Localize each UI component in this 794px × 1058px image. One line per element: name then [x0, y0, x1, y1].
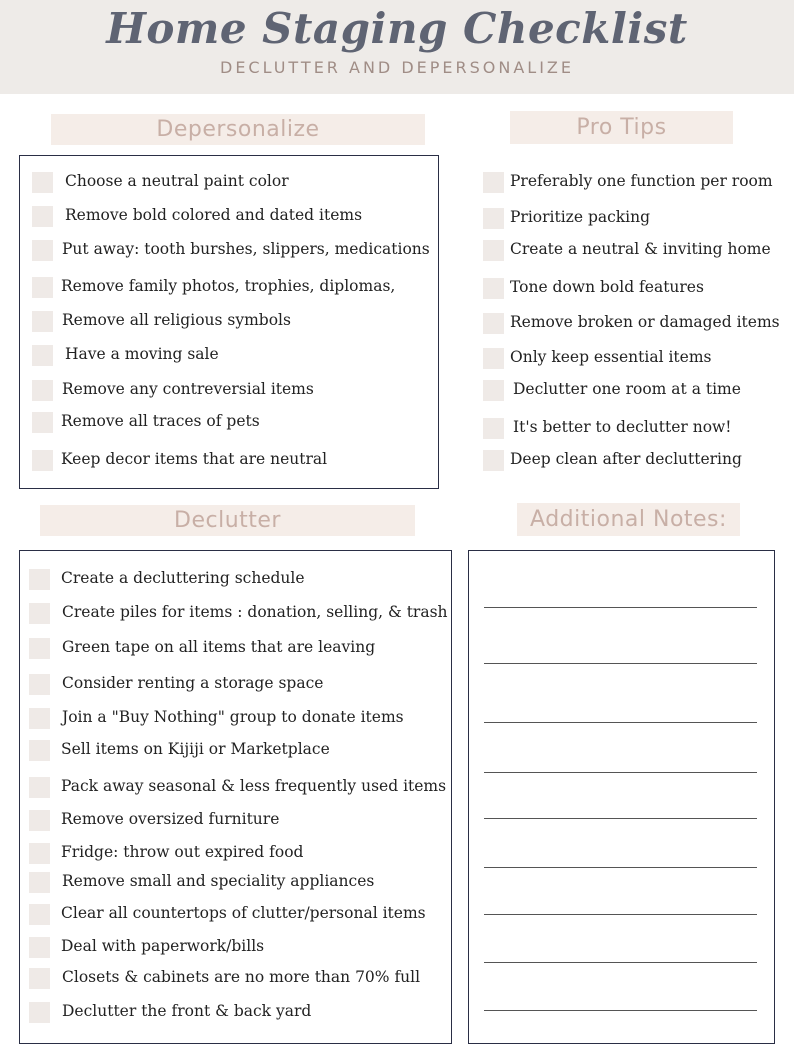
depersonalize-heading: Depersonalize — [51, 114, 425, 145]
checklist-item-label: Create a decluttering schedule — [61, 569, 305, 587]
page-title: Home Staging Checklist — [106, 4, 688, 53]
checkbox[interactable] — [29, 638, 50, 659]
checkbox[interactable] — [483, 313, 504, 334]
checkbox[interactable] — [483, 380, 504, 401]
checkbox[interactable] — [29, 843, 50, 864]
note-line[interactable] — [484, 772, 757, 773]
page-subtitle: DECLUTTER AND DEPERSONALIZE — [220, 58, 574, 77]
checkbox[interactable] — [29, 740, 50, 761]
checklist-item-label: Join a "Buy Nothing" group to donate items — [62, 708, 404, 726]
note-line[interactable] — [484, 818, 757, 819]
checklist-item-label: Remove family photos, trophies, diplomas, — [61, 277, 396, 295]
checkbox[interactable] — [32, 172, 53, 193]
checklist-item-label: Prioritize packing — [510, 208, 651, 226]
checklist-item-label: Declutter one room at a time — [513, 380, 741, 398]
checkbox[interactable] — [29, 904, 50, 925]
checklist-item-label: Choose a neutral paint color — [65, 172, 289, 190]
header-banner — [0, 0, 794, 94]
note-line[interactable] — [484, 962, 757, 963]
checkbox[interactable] — [32, 412, 53, 433]
notes-heading: Additional Notes: — [517, 503, 740, 536]
checklist-item-label: Remove broken or damaged items — [510, 313, 780, 331]
checkbox[interactable] — [32, 240, 53, 261]
checklist-item-label: Closets & cabinets are no more than 70% full — [62, 968, 421, 986]
checklist-item-label: Remove bold colored and dated items — [65, 206, 363, 224]
checklist-item-label: Deep clean after decluttering — [510, 450, 742, 468]
checklist-item-label: Have a moving sale — [65, 345, 219, 363]
checkbox[interactable] — [483, 172, 504, 193]
checklist-item-label: Only keep essential items — [510, 348, 712, 366]
checkbox[interactable] — [29, 1002, 50, 1023]
checklist-item-label: Clear all countertops of clutter/personal items — [61, 904, 426, 922]
checklist-item-label: Remove all religious symbols — [62, 311, 291, 329]
checkbox[interactable] — [29, 810, 50, 831]
checkbox[interactable] — [29, 674, 50, 695]
checkbox[interactable] — [29, 569, 50, 590]
checkbox[interactable] — [483, 418, 504, 439]
checklist-item-label: Put away: tooth burshes, slippers, medications — [62, 240, 430, 258]
checkbox[interactable] — [32, 450, 53, 471]
checkbox[interactable] — [32, 345, 53, 366]
note-line[interactable] — [484, 663, 757, 664]
checklist-item-label: Preferably one function per room — [510, 172, 773, 190]
declutter-heading: Declutter — [40, 505, 415, 536]
checkbox[interactable] — [29, 708, 50, 729]
checklist-item-label: Deal with paperwork/bills — [61, 937, 265, 955]
note-line[interactable] — [484, 1010, 757, 1011]
checklist-item-label: Green tape on all items that are leaving — [62, 638, 376, 656]
checklist-item-label: Create a neutral & inviting home — [510, 240, 771, 258]
note-line[interactable] — [484, 914, 757, 915]
checkbox[interactable] — [29, 872, 50, 893]
checkbox[interactable] — [483, 348, 504, 369]
checkbox[interactable] — [29, 968, 50, 989]
checklist-item-label: Declutter the front & back yard — [62, 1002, 312, 1020]
notes-box — [468, 550, 775, 1044]
checklist-item-label: Tone down bold features — [510, 278, 704, 296]
checkbox[interactable] — [32, 206, 53, 227]
checkbox[interactable] — [483, 240, 504, 261]
checklist-item-label: Sell items on Kijiji or Marketplace — [61, 740, 330, 758]
checkbox[interactable] — [483, 208, 504, 229]
checklist-item-label: Fridge: throw out expired food — [61, 843, 304, 861]
note-line[interactable] — [484, 722, 757, 723]
checkbox[interactable] — [32, 311, 53, 332]
checklist-item-label: Pack away seasonal & less frequently used items — [61, 777, 447, 795]
checkbox[interactable] — [29, 937, 50, 958]
note-line[interactable] — [484, 607, 757, 608]
pro-tips-heading: Pro Tips — [510, 111, 733, 144]
checklist-item-label: Remove any contreversial items — [62, 380, 314, 398]
checklist-item-label: Remove small and speciality appliances — [62, 872, 375, 890]
checkbox[interactable] — [32, 380, 53, 401]
checkbox[interactable] — [32, 277, 53, 298]
checklist-item-label: Remove all traces of pets — [61, 412, 260, 430]
note-line[interactable] — [484, 867, 757, 868]
checklist-item-label: It's better to declutter now! — [513, 418, 732, 436]
checkbox[interactable] — [483, 278, 504, 299]
checkbox[interactable] — [483, 450, 504, 471]
checklist-item-label: Keep decor items that are neutral — [61, 450, 328, 468]
checkbox[interactable] — [29, 777, 50, 798]
checklist-item-label: Remove oversized furniture — [61, 810, 280, 828]
checklist-item-label: Create piles for items : donation, selling, & trash — [62, 603, 448, 621]
checklist-item-label: Consider renting a storage space — [62, 674, 324, 692]
checkbox[interactable] — [29, 603, 50, 624]
